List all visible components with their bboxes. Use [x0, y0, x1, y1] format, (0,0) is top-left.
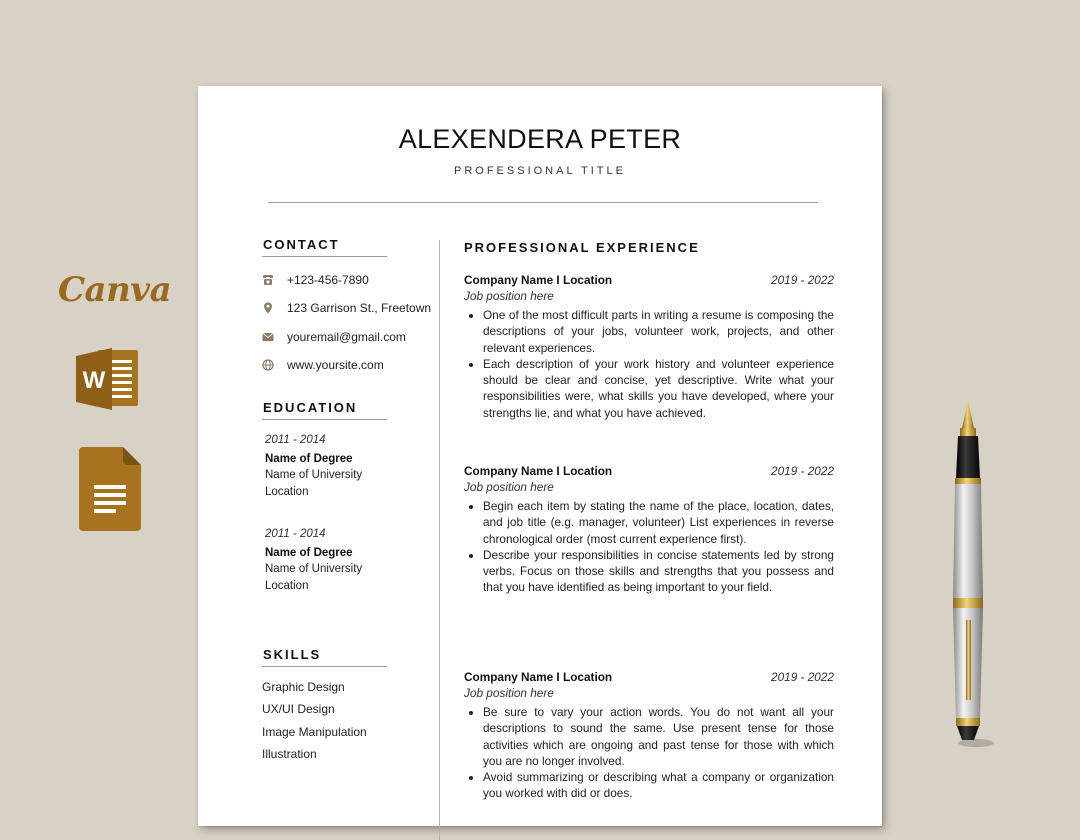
education-heading: EDUCATION	[263, 400, 358, 415]
education-location: Location	[265, 579, 309, 592]
skill-item: Illustration	[262, 747, 317, 761]
education-item	[265, 526, 362, 594]
job-years: 2019 - 2022	[771, 464, 834, 478]
job-company: Company Name I Location	[464, 273, 613, 287]
contact-email	[262, 330, 406, 344]
job-position: Job position here	[464, 480, 554, 494]
svg-text:W: W	[82, 367, 106, 394]
job-bullets	[464, 704, 834, 802]
experience-heading: PROFESSIONAL EXPERIENCE	[464, 240, 700, 255]
job-company: Company Name I Location	[464, 464, 613, 478]
experience-job	[464, 273, 834, 421]
education-location: Location	[265, 485, 309, 498]
job-bullet: • Be sure to vary your action words. You do not want all your descriptions to sound the same. Use present tense for those activities which are ongoing and past tense for those with which you are no longer involved.	[483, 704, 834, 769]
skill-item: Graphic Design	[262, 680, 345, 694]
resume-name: ALEXENDERA PETER	[398, 124, 682, 154]
job-bullets	[464, 307, 834, 421]
google-docs-icon	[79, 447, 141, 536]
professional-title: PROFESSIONAL TITLE	[454, 165, 626, 177]
education-years: 2011 - 2014	[265, 434, 326, 446]
contact-underline	[262, 256, 387, 257]
job-bullets	[464, 498, 834, 596]
globe-icon	[262, 359, 274, 371]
resume-page	[198, 86, 882, 826]
contact-address-text: 123 Garrison St., Freetown	[287, 301, 432, 315]
job-years: 2019 - 2022	[771, 670, 834, 684]
skill-item: Image Manipulation	[262, 725, 367, 739]
skills-underline	[262, 666, 387, 667]
education-item	[265, 432, 362, 500]
contact-heading: CONTACT	[263, 237, 340, 252]
education-degree: Name of Degree	[265, 546, 353, 559]
job-bullet: • Describe your responsibilities in concise statements led by strong verbs. Focus on those skills and strengths that you possess and that you have identified as being important to your field.	[483, 547, 834, 596]
fountain-pen-icon	[938, 398, 998, 753]
contact-address	[262, 301, 431, 315]
job-bullet: • Avoid summarizing or describing what a company or organization you worked with did or does.	[483, 769, 834, 802]
skills-heading: SKILLS	[263, 647, 322, 662]
education-university: Name of University	[265, 563, 363, 575]
email-icon	[262, 331, 274, 343]
job-years: 2019 - 2022	[771, 273, 834, 287]
education-underline	[262, 419, 387, 420]
location-pin-icon	[262, 302, 274, 314]
education-years: 2011 - 2014	[265, 528, 326, 540]
job-bullet: • Each description of your work history and volunteer experience should be clear and concise, yet descriptive. Write what your responsibilities were, what skills you have developed, where your strengths lie, and what you have achieved.	[483, 356, 834, 421]
job-position: Job position here	[464, 686, 554, 700]
education-degree: Name of Degree	[265, 452, 353, 465]
experience-job	[464, 670, 834, 802]
job-company: Company Name I Location	[464, 670, 613, 684]
header-divider	[268, 202, 818, 203]
contact-phone-text: +123-456-7890	[287, 273, 369, 287]
microsoft-word-icon	[76, 348, 140, 415]
contact-website	[262, 358, 384, 372]
skill-item: UX/UI Design	[262, 702, 335, 716]
job-position: Job position here	[464, 289, 554, 303]
job-bullet: • Begin each item by stating the name of the place, location, dates, and job title (e.g. manager, volunteer) List experiences in reverse chronological order (most current experience first).	[483, 498, 834, 547]
education-university: Name of University	[265, 469, 363, 481]
canva-logo: Canva	[58, 270, 172, 310]
phone-icon	[262, 274, 274, 286]
column-divider	[439, 240, 440, 840]
job-bullet: • One of the most difficult parts in writing a resume is composing the descriptions of your jobs, volunteer work, projects, and other relevant experiences.	[483, 307, 834, 356]
contact-phone	[262, 273, 369, 287]
experience-job	[464, 464, 834, 596]
contact-email-text: youremail@gmail.com	[287, 330, 406, 344]
contact-website-text: www.yoursite.com	[287, 358, 384, 372]
